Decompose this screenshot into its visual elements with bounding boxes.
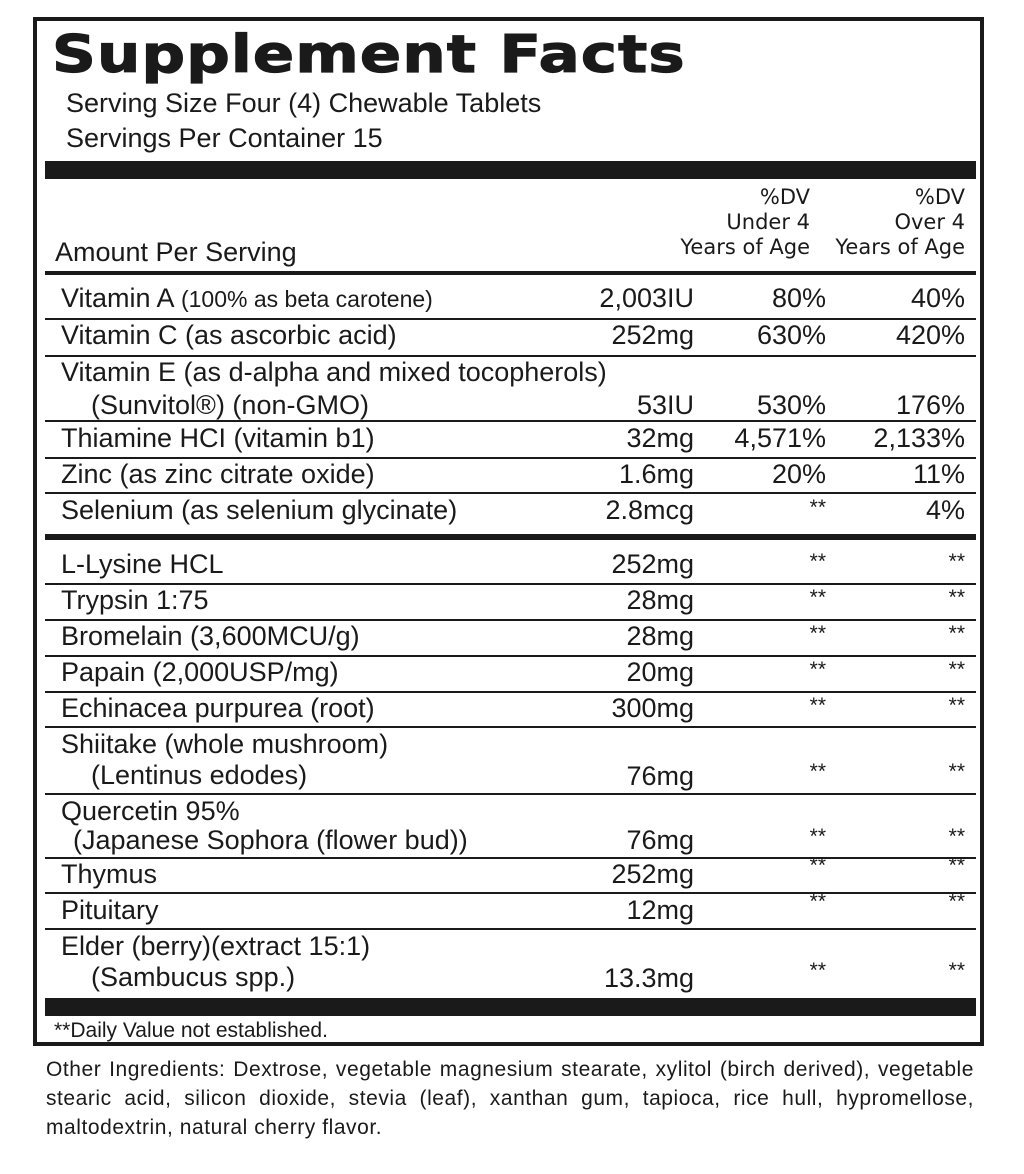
- row-divider: [45, 928, 976, 930]
- nutrient-dv-over-4: 40%: [910, 283, 965, 313]
- nutrient-name: Vitamin E (as d-alpha and mixed tocopherols): [61, 357, 607, 387]
- ingredient-dv-over-4: **: [948, 694, 965, 717]
- nutrient-dv-under-4: 630%: [756, 320, 826, 350]
- nutrient-name: [61, 283, 433, 314]
- dv-under-4-line: Under 4: [726, 210, 810, 234]
- nutrient-name: Vitamin C (as ascorbic acid): [61, 320, 397, 350]
- row-divider: [45, 892, 976, 894]
- ingredient-dv-under-4: **: [809, 825, 826, 848]
- nutrient-name: Thiamine HCI (vitamin b1): [61, 423, 375, 453]
- nutrient-name-line-2: (Sunvitol®) (non-GMO): [91, 390, 369, 420]
- ingredient-amount: 76mg: [626, 825, 694, 855]
- ingredient-amount: 76mg: [626, 761, 694, 791]
- ingredient-name-line-2: (Lentinus edodes): [91, 760, 308, 790]
- ingredient-dv-under-4: **: [809, 622, 826, 645]
- nutrient-name-main: Vitamin A: [61, 283, 175, 313]
- serving-size: Serving Size Four (4) Chewable Tablets: [66, 88, 542, 118]
- row-divider: [45, 793, 976, 795]
- ingredient-name: Bromelain (3,600MCU/g): [61, 621, 360, 651]
- ingredient-name: Shiitake (whole mushroom): [61, 729, 389, 759]
- nutrient-dv-under-4: 4,571%: [734, 423, 826, 453]
- nutrient-name: Selenium (as selenium glycinate): [61, 495, 458, 525]
- nutrient-dv-under-4: 20%: [771, 459, 826, 489]
- ingredient-dv-under-4: **: [809, 890, 826, 913]
- dv-over-4-line: Years of Age: [835, 235, 965, 259]
- ingredient-dv-over-4: **: [948, 658, 965, 681]
- nutrient-dv-under-4: 80%: [771, 283, 826, 313]
- ingredient-dv-over-4: **: [948, 586, 965, 609]
- ingredient-dv-over-4: **: [948, 760, 965, 783]
- nutrient-name-detail: (100% as beta carotene): [174, 286, 433, 312]
- dv-under-4-line: %DV: [759, 185, 810, 209]
- ingredient-dv-under-4: **: [809, 694, 826, 717]
- ingredient-amount: 13.3mg: [603, 963, 694, 993]
- ingredient-dv-under-4: **: [809, 586, 826, 609]
- ingredient-amount: 20mg: [626, 657, 694, 687]
- ingredient-name: Trypsin 1:75: [61, 585, 209, 615]
- nutrient-amount: 32mg: [626, 423, 694, 453]
- nutrient-amount: 53IU: [636, 390, 694, 420]
- servings-per-container: Servings Per Container 15: [66, 123, 383, 153]
- ingredient-name: Elder (berry)(extract 15:1): [61, 931, 371, 961]
- ingredient-name-line-2: (Japanese Sophora (flower bud)): [73, 825, 468, 855]
- nutrient-dv-under-4: **: [809, 496, 826, 519]
- ingredient-dv-under-4: **: [809, 658, 826, 681]
- ingredient-name: Echinacea purpurea (root): [61, 693, 375, 723]
- ingredient-name: Papain (2,000USP/mg): [61, 657, 339, 687]
- ingredient-name: Quercetin 95%: [61, 796, 240, 826]
- dv-over-4-line: %DV: [914, 185, 965, 209]
- nutrient-dv-over-4: 420%: [895, 320, 965, 350]
- nutrient-dv-over-4: 4%: [925, 495, 965, 525]
- ingredient-dv-over-4: **: [948, 890, 965, 913]
- nutrient-amount: 252mg: [611, 320, 694, 350]
- daily-value-footnote: **Daily Value not established.: [54, 1019, 328, 1042]
- ingredient-amount: 252mg: [611, 549, 694, 579]
- nutrient-dv-over-4: 11%: [912, 459, 965, 489]
- ingredient-dv-under-4: **: [809, 550, 826, 573]
- thick-divider-middle: [45, 534, 976, 540]
- row-divider: [45, 420, 976, 422]
- row-divider: [45, 857, 976, 859]
- nutrient-amount: 2,003IU: [599, 283, 694, 313]
- ingredient-name: L-Lysine HCL: [61, 549, 224, 579]
- row-divider: [45, 492, 976, 494]
- ingredient-dv-under-4: **: [809, 959, 826, 982]
- other-ingredients: Other Ingredients: Dextrose, vegetable magnesium stearate, xylitol (birch derived), vegetable stearic acid, silicon dioxide, stevia (leaf), xanthan gum, tapioca, rice hull, hypromellose, maltodextrin, natural cherry flavor.: [46, 1058, 974, 1139]
- thick-divider-top: [45, 161, 976, 179]
- ingredient-dv-under-4: **: [809, 760, 826, 783]
- ingredient-name: Pituitary: [61, 895, 159, 925]
- nutrient-dv-over-4: 2,133%: [873, 423, 965, 453]
- thick-divider-bottom: [45, 998, 976, 1016]
- ingredient-name-line-2: (Sambucus spp.): [91, 962, 296, 992]
- dv-under-4-line: Years of Age: [680, 235, 810, 259]
- dv-over-4-line: Over 4: [894, 210, 965, 234]
- nutrient-amount: 2.8mcg: [605, 495, 694, 525]
- nutrient-name: Zinc (as zinc citrate oxide): [61, 459, 375, 489]
- ingredient-amount: 28mg: [626, 621, 694, 651]
- dv-over-4-header: [835, 185, 965, 260]
- ingredient-dv-over-4: **: [948, 959, 965, 982]
- ingredient-dv-over-4: **: [948, 622, 965, 645]
- supplement-facts-panel: [33, 17, 984, 1046]
- ingredient-name: Thymus: [61, 859, 158, 889]
- dv-under-4-header: [680, 185, 810, 260]
- header-divider: [45, 271, 976, 275]
- nutrient-dv-under-4: 530%: [756, 390, 826, 420]
- amount-per-serving-header: Amount Per Serving: [55, 237, 297, 267]
- nutrient-amount: 1.6mg: [618, 459, 694, 489]
- ingredient-amount: 252mg: [611, 859, 694, 889]
- nutrient-dv-over-4: 176%: [895, 390, 965, 420]
- ingredient-dv-under-4: **: [809, 854, 826, 877]
- ingredient-amount: 300mg: [611, 693, 694, 723]
- panel-title: Supplement Facts: [52, 25, 686, 85]
- ingredient-dv-over-4: **: [948, 825, 965, 848]
- ingredient-dv-over-4: **: [948, 854, 965, 877]
- row-divider: [45, 726, 976, 728]
- ingredient-amount: 12mg: [626, 895, 694, 925]
- ingredient-amount: 28mg: [626, 585, 694, 615]
- ingredient-dv-over-4: **: [948, 550, 965, 573]
